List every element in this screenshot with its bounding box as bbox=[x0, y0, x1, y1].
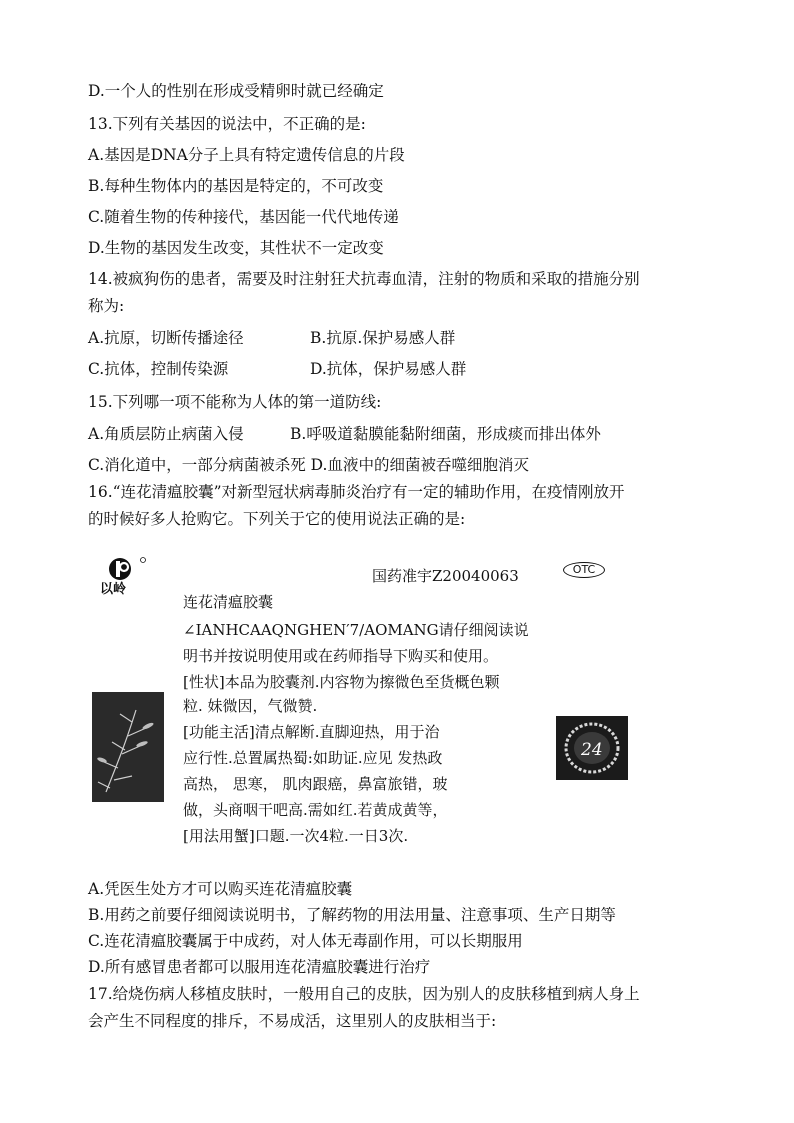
24h-badge bbox=[556, 716, 628, 780]
label-line-5: 粒. 妹微因，气微赞. bbox=[183, 697, 318, 715]
herb-photo bbox=[92, 692, 164, 802]
logo-text: 以岭 bbox=[100, 582, 127, 596]
q17-stem-line1: 17.给烧伤病人移植皮肤时，一般用自己的皮肤，因为别人的皮肤移植到病人身上 bbox=[88, 985, 640, 1003]
q13-option-d: D.生物的基因发生改变，其性状不一定改变 bbox=[88, 239, 384, 257]
label-line-2: ∠IANHCAAQNGHEN′7/AOMANG请仔细阅读说 bbox=[183, 621, 529, 639]
q13-option-a: A.基因是DNA分子上具有特定遗传信息的片段 bbox=[88, 146, 405, 164]
q14-stem-line2: 称为: bbox=[88, 297, 125, 315]
q14-stem-line1: 14.被疯狗伤的患者，需要及时注射狂犬抗毒血清，注射的物质和采取的措施分别 bbox=[88, 270, 640, 288]
approval-number: 国药准宇Z20040063 bbox=[372, 567, 519, 585]
q12-option-d: D.一个人的性别在形成受精卵时就已经确定 bbox=[88, 82, 384, 100]
q13-stem: 13.下列有关基因的说法中，不正确的是: bbox=[88, 115, 366, 133]
yiling-logo bbox=[96, 556, 156, 596]
q15-option-a: A.角质层防止病菌入侵 bbox=[88, 425, 244, 443]
q16-stem-line2: 的时候好多人抢购它。下列关于它的使用说法正确的是: bbox=[88, 510, 466, 528]
badge-text: 24 bbox=[581, 740, 603, 760]
q16-option-a: A.凭医生处方才可以购买连花清瘟胶囊 bbox=[88, 880, 353, 898]
label-line-10: [用法用蟹]口题.一次4粒.一日3次. bbox=[183, 827, 409, 845]
q16-stem-line1: 16.“连花清瘟胶囊”对新型冠状病毒肺炎治疗有一定的辅助作用，在疫情刚放开 bbox=[88, 483, 625, 501]
q14-option-a: A.抗原，切断传播途径 bbox=[88, 329, 244, 347]
label-line-4: [性状]本品为胶囊剂.内容物为擦微色至货概色颗 bbox=[183, 673, 500, 691]
label-line-3: 明书并按说明使用或在药师指导下购买和使用。 bbox=[183, 647, 499, 665]
q15-option-b: B.呼吸道黏膜能黏附细菌，形成痰而排出体外 bbox=[290, 425, 601, 443]
label-line-9: 做，头商咽干吧高.需如红.若黄成黄等， bbox=[183, 801, 448, 819]
q16-option-b: B.用药之前要仔细阅读说明书，了解药物的用法用量、注意事项、生产日期等 bbox=[88, 906, 616, 924]
otc-mark: OTC bbox=[563, 562, 605, 578]
q14-option-c: C.抗体，控制传染源 bbox=[88, 360, 229, 378]
q16-option-c: C.连花清瘟胶囊属于中成药，对人体无毒副作用，可以长期服用 bbox=[88, 932, 523, 950]
label-line-6: [功能主活]清点解断.直脚迎热，用于治 bbox=[183, 723, 440, 741]
q14-option-b: B.抗原.保护易感人群 bbox=[310, 329, 456, 347]
q15-option-cd: C.消化道中，一部分病菌被杀死 D.血液中的细菌被吞噬细胞消灭 bbox=[88, 456, 529, 474]
q17-stem-line2: 会产生不同程度的排斥，不易成活，这里别人的皮肤相当于: bbox=[88, 1012, 497, 1030]
q15-stem: 15.下列哪一项不能称为人体的第一道防线: bbox=[88, 393, 382, 411]
drug-name: 连花清瘟胶囊 bbox=[183, 593, 274, 611]
label-line-7: 应行性.总置属热蜀:如助证.应见 发热政 bbox=[183, 749, 443, 767]
q13-option-b: B.每种生物体内的基因是特定的，不可改变 bbox=[88, 177, 384, 195]
q14-option-d: D.抗体，保护易感人群 bbox=[310, 360, 467, 378]
q13-option-c: C.随着生物的传种接代，基因能一代代地传递 bbox=[88, 208, 399, 226]
label-line-8: 高热， 思寒， 肌肉跟癌，鼻富旅错，玻 bbox=[183, 775, 448, 793]
q16-option-d: D.所有感冒患者都可以服用连花清瘟胶囊进行治疗 bbox=[88, 958, 431, 976]
